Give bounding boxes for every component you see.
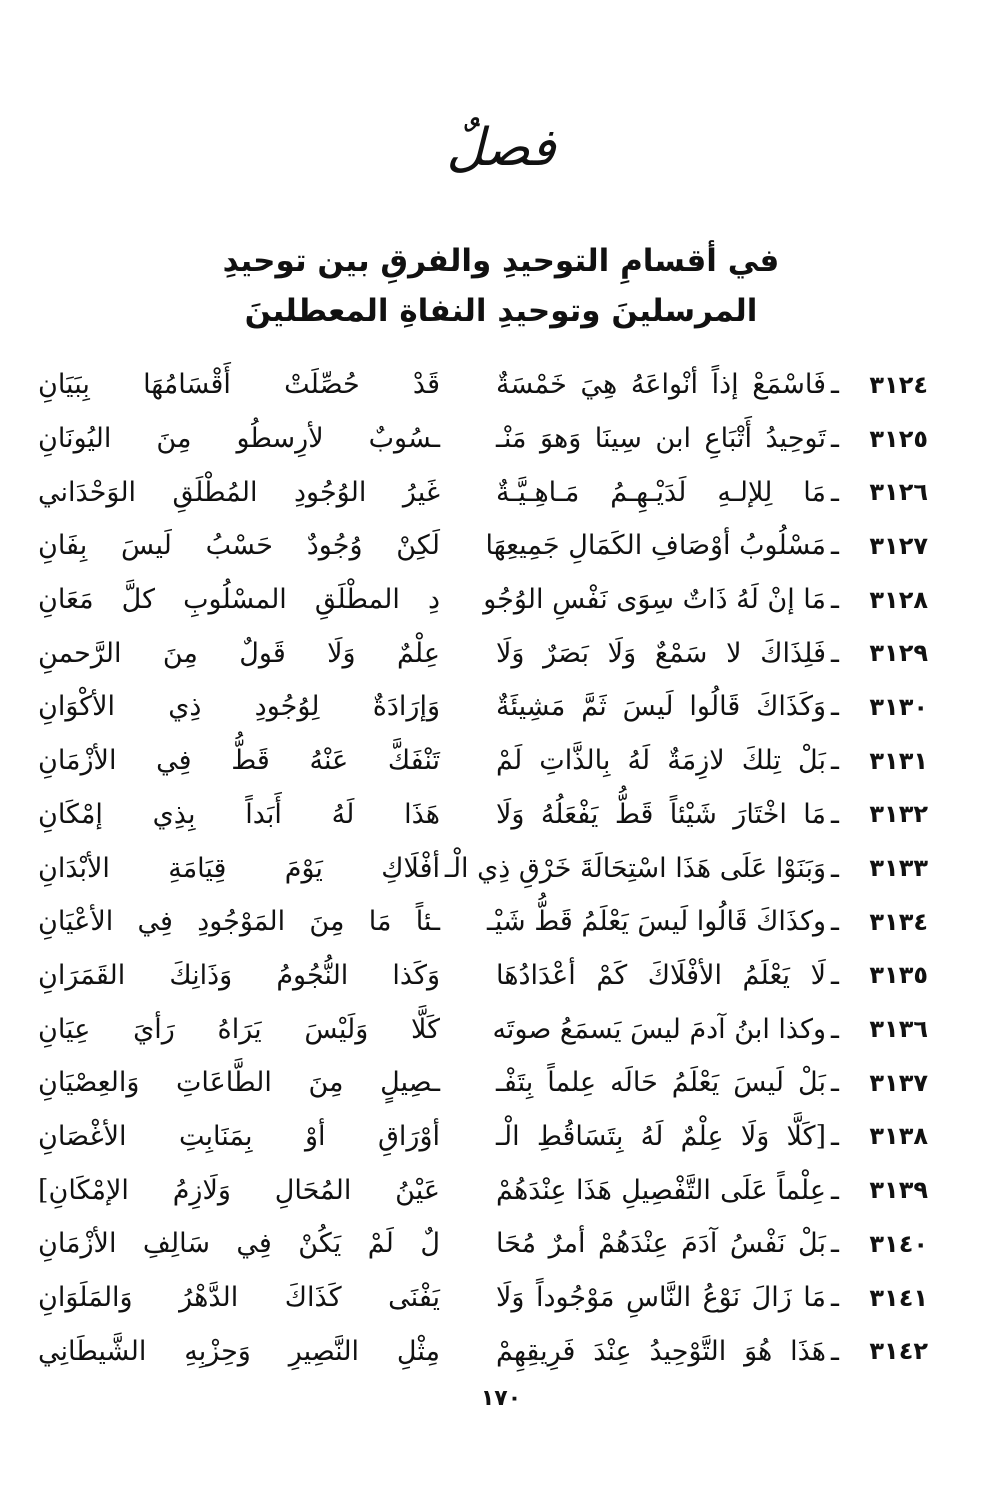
- verse-second-hemistich: لَكِنْ وُجُودٌ حَسْبُ لَيسَ بِفَانِ: [38, 530, 440, 562]
- verse-first-hemistich: وَبَنَوْا عَلَى هَذَا اسْتِحَالَةَ خَرْقِ ذِي الْـ: [444, 852, 826, 884]
- verse-line: [38, 788, 928, 842]
- verse-number: ٣١٢٥: [869, 424, 928, 453]
- verse-first-hemistich: بَلْ لَيسَ يَعْلَمُ حَالَه عِلماً بِتَفْـ: [496, 1067, 826, 1099]
- verse-first-hemistich: هَذَا هُوَ التَّوْحِيدُ عِنْدَ فَرِيقِهِمْ: [496, 1335, 826, 1367]
- verse-line: [38, 895, 928, 949]
- verse-number: ٣١٣٧: [869, 1068, 928, 1097]
- verse-second-hemistich: وَإرَادَةٌ لِوُجُودِ ذِي الأكْوَانِ: [38, 691, 440, 723]
- verse-line: [38, 412, 928, 466]
- verse-separator: ـ: [831, 637, 839, 669]
- verse-separator: ـ: [831, 1282, 839, 1314]
- verse-second-hemistich: لٌ لَمْ يَكُنْ فِي سَالِفِ الأزْمَانِ: [38, 1228, 440, 1260]
- verse-second-hemistich: دِ المطْلَقِ المسْلُوبِ كلَّ مَعَانِ: [38, 584, 440, 616]
- verse-separator: ـ: [831, 1335, 839, 1367]
- verse-first-hemistich: وكذَاكَ قَالُوا لَيسَ يَعْلَمُ قَطُّ شَيْـ: [486, 906, 826, 938]
- verse-second-hemistich: غَيرُ الوُجُودِ المُطْلَقِ الوَحْدَاني: [38, 476, 440, 508]
- verse-separator: ـ: [831, 530, 839, 562]
- verse-first-hemistich: فَاسْمَعْ إذاً أنْواعَهُ هِيَ خَمْسَةٌ: [496, 369, 826, 401]
- verse-second-hemistich: كَلَّا وَلَيْسَ يَرَاهُ رَأيَ عِيَانِ: [38, 1013, 440, 1045]
- verse-first-hemistich: وَكَذَاكَ قَالُوا لَيسَ ثَمَّ مَشِيئَةٌ: [496, 691, 826, 723]
- verse-number: ٣١٣٢: [869, 800, 928, 829]
- verse-line: [38, 1002, 928, 1056]
- verse-line: [38, 573, 928, 627]
- verse-number: ٣١٢٦: [869, 478, 928, 507]
- verse-first-hemistich: بَلْ تِلكَ لازِمَةٌ لَهُ بِالذَّاتِ لَمْ: [496, 745, 826, 777]
- verse-number: ٣١٣٠: [869, 692, 928, 721]
- verse-line: [38, 949, 928, 1003]
- verse-first-hemistich: وكذا ابنُ آدمَ ليسَ يَسمَعُ صوتَه: [492, 1013, 826, 1045]
- verse-separator: ـ: [831, 1120, 839, 1152]
- verse-second-hemistich: تَنْفَكَّ عَنْهُ قَطُّ فِي الأزْمَانِ: [38, 745, 440, 777]
- verse-first-hemistich: عِلْماً عَلَى التَّفْصِيلِ هَذَا عِنْدَهُمْ: [496, 1174, 826, 1206]
- heading-line-2: المرسلينَ وتوحيدِ النفاةِ المعطلينَ: [244, 293, 758, 329]
- verse-separator: ـ: [831, 691, 839, 723]
- verse-line: [38, 358, 928, 412]
- verse-separator: ـ: [831, 959, 839, 991]
- verse-second-hemistich: أوْرَاقِ أوْ بِمَنَابِتِ الأغْصَانِ: [38, 1120, 440, 1152]
- verse-second-hemistich: هَذَا لَهُ أَبَداً بِذِي إمْكَانِ: [38, 798, 440, 830]
- verse-line: [38, 1163, 928, 1217]
- verse-line: [38, 465, 928, 519]
- verse-number: ٣١٤١: [869, 1283, 928, 1312]
- verse-second-hemistich: ـسُوبٌ لأرِسطُو مِنَ اليُونَانِ: [38, 423, 440, 455]
- verse-line: [38, 1110, 928, 1164]
- verse-separator: ـ: [831, 369, 839, 401]
- verse-second-hemistich: يَفْنَى كَذَاكَ الدَّهْرُ وَالمَلَوَانِ: [38, 1282, 440, 1314]
- verse-line: [38, 734, 928, 788]
- verse-line: [38, 626, 928, 680]
- section-title: فصلٌ: [446, 118, 556, 178]
- page-number: ١٧٠: [480, 1386, 522, 1411]
- verse-first-hemistich: لَا يَعْلَمُ الأفْلَاكَ كَمْ أعْدَادُهَا: [496, 959, 826, 991]
- verse-first-hemistich: مَسْلُوبُ أوْصَافِ الكَمَالِ جَمِيعِهَا: [485, 530, 826, 562]
- verse-second-hemistich: ـئاً مَا مِنَ المَوْجُودِ فِي الأعْيَانِ: [38, 906, 440, 938]
- heading-line-1: في أقسامِ التوحيدِ والفرقِ بين توحيدِ: [222, 243, 780, 279]
- verse-number: ٣١٣٥: [869, 961, 928, 990]
- verse-first-hemistich: مَا زَالَ نَوْعُ النَّاسِ مَوْجُوداً وَلَا: [496, 1282, 826, 1314]
- verse-second-hemistich: عِلْمٌ وَلَا قَولٌ مِنَ الرَّحمنِ: [38, 637, 440, 669]
- verse-second-hemistich: عَيْنُ المُحَالِ وَلَازِمُ الإمْكَانِ]: [38, 1174, 440, 1206]
- verse-separator: ـ: [831, 584, 839, 616]
- verse-separator: ـ: [831, 745, 839, 777]
- verse-number: ٣١٣٨: [869, 1122, 928, 1151]
- verse-separator: ـ: [831, 1174, 839, 1206]
- verse-line: [38, 519, 928, 573]
- verse-number: ٣١٢٩: [869, 639, 928, 668]
- verse-separator: ـ: [831, 1067, 839, 1099]
- verse-first-hemistich: مَا إنْ لَهُ ذَاتٌ سِوَى نَفْسِ الوُجُو: [483, 584, 826, 616]
- chapter-heading: [0, 236, 1002, 336]
- verse-line: [38, 1056, 928, 1110]
- verse-number: ٣١٢٨: [869, 585, 928, 614]
- verse-number: ٣١٢٤: [869, 370, 928, 399]
- verse-line: [38, 841, 928, 895]
- verse-separator: ـ: [831, 476, 839, 508]
- verse-first-hemistich: مَا لِلإلـهِ لَدَيْـهِـمُ مَـاهِـيَّـةٌ: [496, 476, 826, 508]
- verse-second-hemistich: أفْلَاكِ يَوْمَ قِيَامَةِ الأبْدَانِ: [38, 852, 440, 884]
- verse-number: ٣١٢٧: [869, 531, 928, 560]
- verse-separator: ـ: [831, 1013, 839, 1045]
- verse-number: ٣١٣٦: [869, 1015, 928, 1044]
- verse-line: [38, 1217, 928, 1271]
- verse-first-hemistich: [كَلَّا وَلَا عِلْمٌ لَهُ بِتَسَاقُطِ الْـ: [496, 1120, 826, 1152]
- verse-separator: ـ: [831, 1228, 839, 1260]
- verse-line: [38, 680, 928, 734]
- verse-first-hemistich: بَلْ نَفْسُ آدَمَ عِنْدَهُمْ أمرٌ مُحَا: [496, 1228, 826, 1260]
- verse-second-hemistich: مِثْلِ النَّصِيرِ وَحِزْبِهِ الشَّيطَانِي: [38, 1335, 440, 1367]
- verse-second-hemistich: ـصِيلٍ مِنَ الطَّاعَاتِ وَالعِصْيَانِ: [38, 1067, 440, 1099]
- verse-line: [38, 1324, 928, 1378]
- verse-second-hemistich: قَدْ حُصِّلَتْ أَقْسَامُهَا بِبَيَانِ: [38, 369, 440, 401]
- verse-first-hemistich: مَا اخْتَارَ شَيْئاً قَطُّ يَفْعَلُهُ وَلَا: [496, 798, 826, 830]
- verse-separator: ـ: [831, 423, 839, 455]
- verse-separator: ـ: [831, 798, 839, 830]
- verse-number: ٣١٤٢: [869, 1337, 928, 1366]
- verse-separator: ـ: [831, 852, 839, 884]
- verse-list: [38, 358, 928, 1378]
- verse-first-hemistich: تَوحِيدُ أَتْبَاعِ ابن سِينَا وَهوَ مَنْـ: [496, 423, 826, 455]
- verse-separator: ـ: [831, 906, 839, 938]
- verse-line: [38, 1271, 928, 1325]
- verse-first-hemistich: فَلِذَاكَ لا سَمْعٌ وَلَا بَصَرٌ وَلَا: [496, 637, 826, 669]
- verse-number: ٣١٤٠: [869, 1229, 928, 1258]
- verse-number: ٣١٣١: [869, 746, 928, 775]
- verse-second-hemistich: وَكَذا النُّجُومُ وَذَانِكَ القَمَرَانِ: [38, 959, 440, 991]
- verse-number: ٣١٣٩: [869, 1176, 928, 1205]
- verse-number: ٣١٣٤: [869, 907, 928, 936]
- verse-number: ٣١٣٣: [869, 854, 928, 883]
